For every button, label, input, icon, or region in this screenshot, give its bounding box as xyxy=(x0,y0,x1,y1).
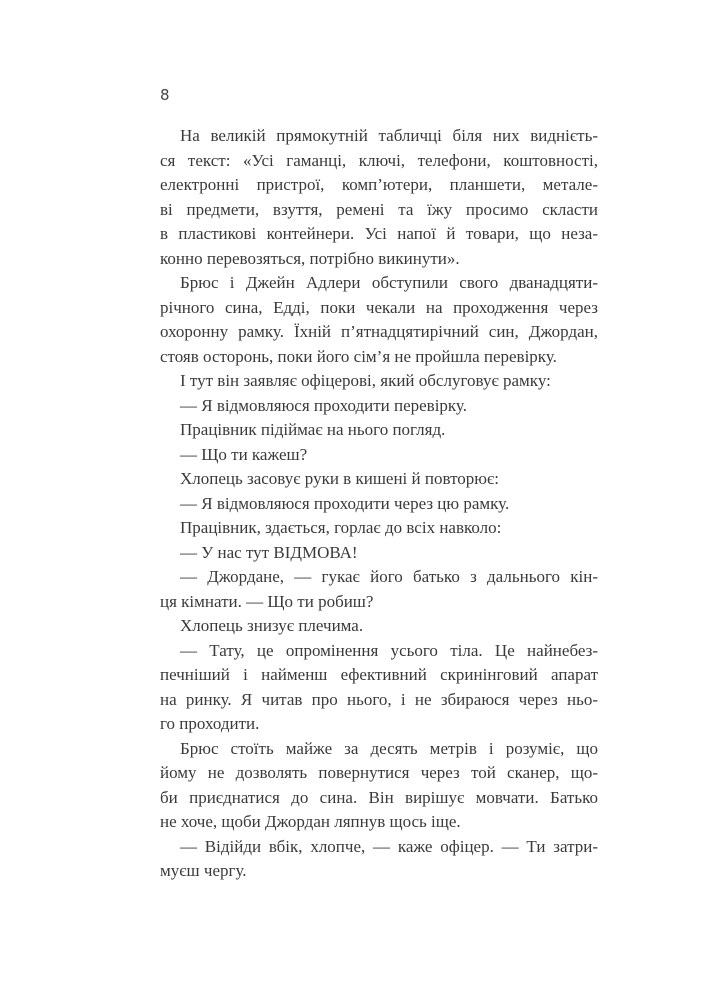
paragraph xyxy=(160,467,598,492)
paragraph xyxy=(160,541,598,566)
paragraph xyxy=(160,443,598,468)
text-line: річного сина, Едді, поки чекали на проходження через xyxy=(160,297,598,317)
text-line: не хоче, щоби Джордан ляпнув щось іще. xyxy=(160,812,461,831)
text-line: Брюс і Джейн Адлери обступили свого дванадцяти- xyxy=(180,273,598,292)
text-line: Хлопець засовує руки в кишені й повторює: xyxy=(180,469,499,488)
paragraph xyxy=(160,271,598,369)
page-number: 8 xyxy=(160,86,170,104)
text-line: го проходити. xyxy=(160,714,260,733)
text-line: електронні пристрої, комп’ютери, планшети, металe- xyxy=(160,175,598,194)
text-line: йому не дозволять повернутися через той сканер, що- xyxy=(160,763,598,782)
text-line: Хлопець знизує плечима. xyxy=(180,616,364,635)
paragraph xyxy=(160,614,598,639)
text-line: — Я відмовляюся проходити перевірку. xyxy=(180,395,467,415)
paragraph xyxy=(160,737,598,835)
text-line: стояв осторонь, поки його сім’я не пройшла перевірку. xyxy=(160,346,557,366)
text-line: в пластикові контейнери. Усі напої й товари, що неза- xyxy=(160,224,598,243)
text-line: — Що ти кажеш? xyxy=(180,444,308,464)
text-line: ві предмети, взуття, ремені та їжу просимо скласти xyxy=(160,199,598,219)
text-line: Працівник, здається, горлає до всіх навколо: xyxy=(180,518,502,537)
text-line: Працівник підіймає на нього погляд. xyxy=(180,420,446,439)
text-line: ся текст: «Усі гаманці, ключі, телефони, коштовності, xyxy=(160,150,598,170)
text-line: На великій прямокутній табличці біля них виднієть- xyxy=(180,126,598,145)
paragraph xyxy=(160,124,598,271)
paragraph xyxy=(160,835,598,884)
paragraph xyxy=(160,492,598,517)
text-line: — Я відмовляюся проходити через цю рамку. xyxy=(180,493,510,513)
paragraph xyxy=(160,565,598,614)
text-line: Брюс стоїть майже за десять метрів і розуміє, що xyxy=(180,738,598,758)
text-line: І тут він заявляє офіцерові, який обслуговує рамку: xyxy=(180,371,551,390)
text-line: конно перевозяться, потрібно викинути». xyxy=(160,248,460,268)
text-line: на ринку. Я читав про нього, і не збираюся через ньо- xyxy=(160,689,598,709)
paragraph xyxy=(160,639,598,737)
text-line: печніший і найменш ефективний скринінговий апарат xyxy=(160,665,598,684)
text-line: — Тату, це опромінення усього тіла. Це найнебез- xyxy=(180,640,598,660)
paragraph xyxy=(160,369,598,394)
text-line: — Джордане, — гукає його батько з дальнього кін- xyxy=(180,567,598,586)
paragraph xyxy=(160,394,598,419)
body-text xyxy=(160,124,598,884)
text-line: охоронну рамку. Їхній п’ятнадцятирічний син, Джордан, xyxy=(160,322,598,341)
text-line: би приєднатися до сина. Він вирішує мовчати. Батько xyxy=(160,787,598,807)
paragraph xyxy=(160,516,598,541)
paragraph xyxy=(160,418,598,443)
text-line: ця кімнати. — Що ти робиш? xyxy=(160,591,374,611)
text-line: — Відійди вбік, хлопче, — каже офіцер. — Ти затри- xyxy=(180,836,598,856)
text-line: — У нас тут ВІДМОВА! xyxy=(180,542,358,562)
text-line: муєш чергу. xyxy=(160,861,247,880)
